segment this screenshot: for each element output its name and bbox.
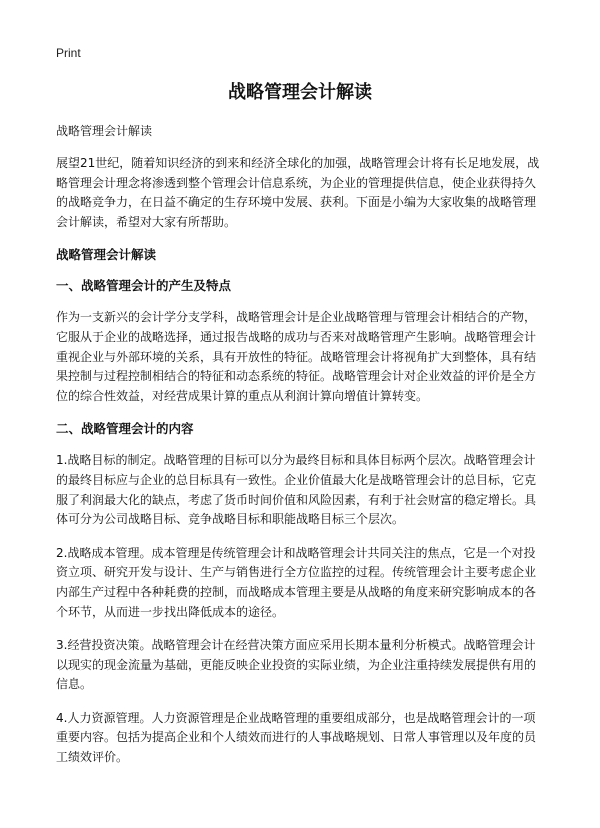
content-item-strategic-goals: 1.战略目标的制定。战略管理的目标可以分为最终目标和具体目标两个层次。战略管理会计的最终目标应与企业的总目标具有一致性。企业价值最大化是战略管理会计的总目标，它克服了利润最大化的缺点，考虑了货币时间价值和风险因素，有利于社会财富的稳定增长。具体可分为公司战略目标、竞争战略目标和职能战略目标三个层次。 — [56, 453, 537, 527]
article-subtitle: 战略管理会计解读 — [56, 124, 153, 138]
article-body — [56, 122, 546, 782]
print-link[interactable]: Print — [56, 46, 81, 60]
section-1-heading: 一、战略管理会计的产生及特点 — [56, 278, 232, 294]
content-item-investment-decision: 3.经营投资决策。战略管理会计在经营决策方面应采用长期本量利分析模式。战略管理会计以现实的现金流量为基础，更能反映企业投资的实际业绩，为企业注重持续发展提供有用的信息。 — [56, 638, 537, 692]
section-2-heading: 二、战略管理会计的内容 — [56, 421, 194, 437]
content-item-cost-management: 2.战略成本管理。成本管理是传统管理会计和战略管理会计共同关注的焦点，它是一个对投资立项、研究开发与设计、生产与销售进行全方位监控的过程。传统管理会计主要考虑企业内部生产过程中各种耗费的控制，而战略成本管理主要是从战略的角度来研究影响成本的各个环节，从而进一步找出降低成本的途径。 — [56, 545, 537, 619]
intro-paragraph: 展望21世纪，随着知识经济的到来和经济全球化的加强，战略管理会计将有长足地发展，战略管理会计理念将渗透到整个管理会计信息系统，为企业的管理提供信息，使企业获得持久的战略竞争力，在日益不确定的生存环境中发展、获利。下面是小编为大家收集的战略管理会计解读，希望对大家有所帮助。 — [56, 156, 540, 229]
content-item-human-resources: 4.人力资源管理。人力资源管理是企业战略管理的重要组成部分，也是战略管理会计的一项重要内容。包括为提高企业和个人绩效而进行的人事战略规划、日常人事管理以及年度的员工绩效评价。 — [56, 710, 537, 765]
section-1-paragraph: 作为一支新兴的会计学分支学科，战略管理会计是企业战略管理与管理会计相结合的产物，它服从于企业的战略选择，通过报告战略的成功与否来对战略管理产生影响。战略管理会计重视企业与外部环境的关系，具有开放性的特征。战略管理会计将视角扩大到整体，具有结果控制与过程控制相结合的特征和动态系统的特征。战略管理会计对企业效益的评价是全方位的综合性效益，对经营成果计算的重点从利润计算向增值计算转变。 — [56, 310, 537, 403]
page-title: 战略管理会计解读 — [228, 82, 372, 103]
main-heading: 战略管理会计解读 — [56, 247, 157, 263]
